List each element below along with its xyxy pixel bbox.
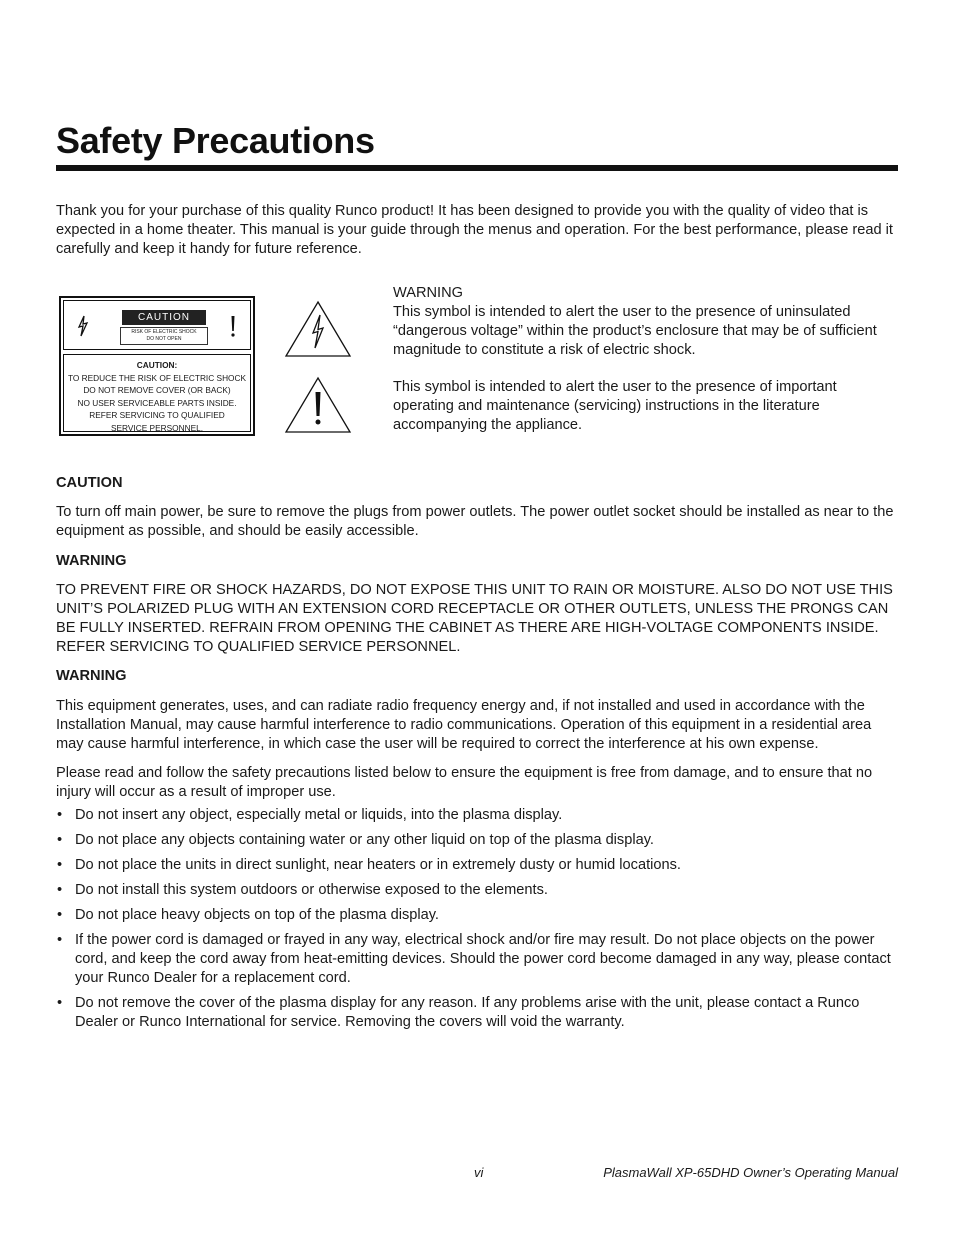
- caution-label-sub: [120, 327, 208, 345]
- exclamation-icon: [222, 313, 244, 339]
- list-item: • Do not place any objects containing water or any other liquid on top of the plasma display.: [56, 831, 898, 850]
- list-item: • Do not install this system outdoors or otherwise exposed to the elements.: [56, 881, 898, 900]
- caution-label-title: CAUTION: [122, 310, 206, 325]
- list-item: • If the power cord is damaged or frayed in any way, electrical shock and/or fire may result. Do not place objects on the power cord, and keep the cord away from heat-emitting devices. Should the power cord become damaged in any way, please contact your Runco Dealer for a replacement cord.: [56, 931, 898, 988]
- caution-label-heading: CAUTION:: [136, 360, 178, 370]
- warning-heading-radio: WARNING: [56, 668, 127, 684]
- caution-label-line: REFER SERVICING TO QUALIFIED: [89, 410, 225, 420]
- caution-sub-line: DO NOT OPEN: [146, 336, 182, 342]
- caution-label-top: [63, 300, 251, 350]
- voltage-symbol-description: This symbol is intended to alert the user to the presence of uninsulated “dangerous voltage” within the product’s enclosure that may be of sufficient magnitude to constitute a risk of electric shock.: [393, 304, 877, 358]
- caution-sub-line: RISK OF ELECTRIC SHOCK: [131, 329, 197, 335]
- footer-manual-title: PlasmaWall XP-65DHD Owner’s Operating Manual: [603, 1165, 898, 1180]
- list-item: • Do not remove the cover of the plasma display for any reason. If any problems arise with the unit, please contact a Runco Dealer or Runco International for service. Removing the covers will void the warranty.: [56, 994, 898, 1032]
- precautions-list: [56, 806, 898, 1038]
- dangerous-voltage-triangle-icon: [284, 300, 352, 358]
- list-item: • Do not place the units in direct sunlight, near heaters or in extremely dusty or humid locations.: [56, 856, 898, 875]
- caution-label-line: SERVICE PERSONNEL.: [110, 422, 204, 433]
- page-title: Safety Precautions: [56, 120, 375, 161]
- warning-radio-paragraph: This equipment generates, uses, and can radiate radio frequency energy and, if not installed and used in accordance with the Installation Manual, may cause harmful interference to radio communications. Operation of this equipment in a residential area may cause harmful interference, in which case the user will be required to correct the interference at his own expense.: [56, 698, 872, 752]
- exclamation-symbol-description: This symbol is intended to alert the user to the presence of important operating and maintenance (servicing) instructions in the literature accompanying the appliance.: [393, 379, 837, 433]
- symbol-warning-title: WARNING: [393, 285, 463, 301]
- footer-page-number: vi: [474, 1165, 484, 1180]
- caution-label-text: [63, 354, 251, 432]
- intro-paragraph: Thank you for your purchase of this quality Runco product! It has been designed to provide you with the quality of video that is expected in a home theater. This manual is your guide through the menus and operation. For the best performance, please read it carefully and keep it handy for future reference.: [56, 203, 893, 257]
- list-item: • Do not place heavy objects on top of the plasma display.: [56, 906, 898, 925]
- warning-heading-fire: WARNING: [56, 553, 127, 569]
- lightning-bolt-icon: [72, 313, 94, 339]
- exclamation-triangle-icon: [284, 376, 352, 434]
- caution-paragraph: To turn off main power, be sure to remove the plugs from power outlets. The power outlet socket should be installed as near to the equipment as possible, and should be easily accessible.: [56, 504, 894, 539]
- caution-label-line: DO NOT REMOVE COVER (OR BACK): [83, 385, 231, 395]
- title-rule: [56, 165, 898, 171]
- list-item: • Do not insert any object, especially metal or liquids, into the plasma display.: [56, 806, 898, 825]
- warning-fire-paragraph: TO PREVENT FIRE OR SHOCK HAZARDS, DO NOT EXPOSE THIS UNIT TO RAIN OR MOISTURE. ALSO DO NOT USE THIS UNIT’S POLARIZED PLUG WITH AN EXTENSION CORD RECEPTACLE OR OTHER OUTLETS, UNLESS THE PRONGS CAN BE FULLY INSERTED. REFRAIN FROM OPENING THE CABINET AS THERE ARE HIGH-VOLTAGE COMPONENTS INSIDE. REFER SERVICING TO QUALIFIED SERVICE PERSONNEL.: [56, 582, 893, 655]
- caution-label-line: NO USER SERVICEABLE PARTS INSIDE.: [77, 397, 237, 408]
- caution-label-line: TO REDUCE THE RISK OF ELECTRIC SHOCK: [67, 372, 247, 383]
- precautions-intro: Please read and follow the safety precautions listed below to ensure the equipment is free from damage, and to ensure that no injury will occur as a result of improper use.: [56, 765, 873, 800]
- caution-heading: CAUTION: [56, 475, 123, 491]
- caution-label-graphic: [59, 296, 255, 436]
